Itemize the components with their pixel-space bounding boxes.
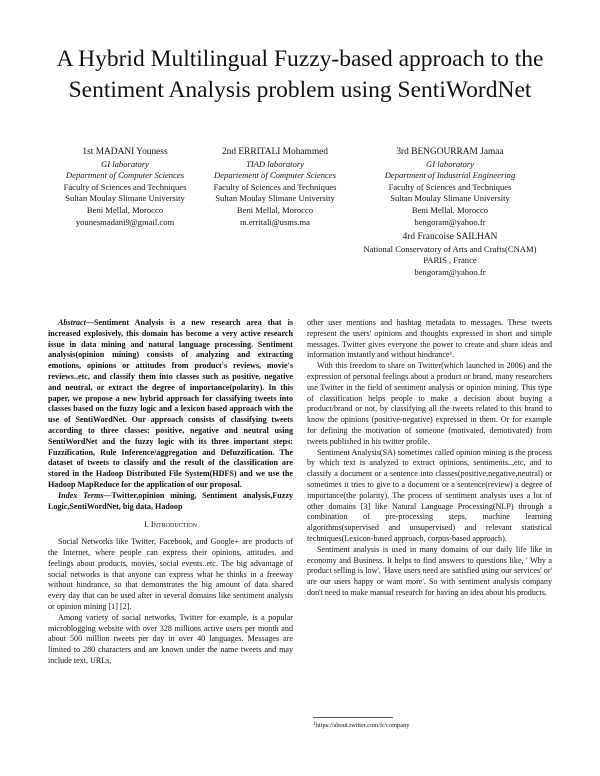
author-lab: GI laboratory: [426, 158, 474, 169]
index-terms-label: Index Terms: [58, 490, 104, 500]
index-terms: [48, 491, 293, 513]
paragraph: Sentiment analysis is used in many domains of our daily life like in economy and Business. It helps to find answers to questions like, ' Why a product selling is low', 'Have users need are satisfied using our services' or' are our users happy or want more'. So with sentiment analysis company don't need to make manual research for having an idea about his products.: [307, 544, 552, 597]
footnote-url: https://about.twitter.com/fr/company: [315, 722, 410, 729]
author-block-2: [200, 147, 350, 228]
author-lab: GI laboratory: [101, 158, 149, 169]
author-dept: Departement of Computer Sciences: [214, 170, 336, 181]
author-order: 3rd: [396, 147, 409, 157]
author-order: 2nd: [221, 147, 237, 157]
right-column: [307, 318, 552, 599]
footnote-mark: 1: [313, 721, 316, 727]
author-block-1: [50, 147, 200, 228]
author-email: younesmadani9@gmail.com: [75, 216, 175, 227]
author-order: 4rd: [402, 232, 416, 242]
author-email: bengoram@yahoo.fr: [414, 216, 486, 227]
author-city: Beni Mellal, Morocco: [86, 204, 164, 215]
footnote: [313, 722, 409, 729]
author-city: PARIS , France: [423, 255, 477, 266]
title-line-1: A Hybrid Multilingual Fuzzy-based approach to the: [56, 46, 544, 72]
abstract-text: —Sentiment Analysis is a new research area that is increased explosively, this domain has become a very active research issue in data mining and natural language processing. Sentiment analysis(opinion mining) consists of analyzing and extracting emotions, opinions or attitudes from product's reviews, movie's reviews..etc, and classify them into classes such as positive, negative and neutral, or extract the degree of importance(polarity). In this paper, we propose a new hybrid approach for classifying tweets into classes based on the fuzzy logic and a lexicon based approach with the use of SentiWordNet. Our approach consists of classifying tweets according to three classes: positive, negative and neutral using SentiWordNet and the fuzzy logic with its three important steps: Fuzzification, Rule Inference/aggregation and Defuzzification. The dataset of tweets to classify and the result of the classification are stored in the Hadoop Distributed File System(HDFS) and we use the Hadoop MapReduce for the application of our proposal.: [48, 318, 293, 489]
author-lab: TIAD laboratory: [245, 158, 304, 169]
abstract: [48, 318, 293, 491]
author-order: 1st: [82, 147, 94, 157]
paragraph: other user mentions and hashtag metadata to messages. These tweets represent the users' opinions and thoughts expressed in short and simple messages. Twitter gives everyone the power to create and share ideas and information instantly and without hindrance$^1$.: [307, 318, 552, 360]
author-city: Beni Mellal, Morocco: [236, 204, 314, 215]
paragraph: Sentiment Analysis(SA) sometimes called opinion mining is the process by which text is analyzed to extract opinions, sentiments..,etc, and to classify a document or a sentence into classes(positive,negative,neutral) or sometimes it tries to give to a document or a sentence(review) a degree of importance(the polarity). The process of sentiment analysis uses a lot of other domains [3] like Natural Language Processing(NLP) through a combination of pre-processing steps, machine learning algorithms(supervised and unsupervised) and relevant statistical techniques(Lexicon-based approach, corpus-based approach).: [307, 447, 552, 543]
author-city: Beni Mellal, Morocco: [411, 204, 489, 215]
author-university: Sultan Moulay Slimane University: [390, 193, 510, 204]
left-column: [48, 318, 293, 667]
author-email: bengoram@yahoo.fr: [414, 266, 486, 277]
index-terms-text: —Twitter,opinion mining, Sentiment analysis,Fuzzy Logic,SentiWordNet, big data, Hadoop: [48, 490, 294, 511]
author-faculty: Faculty of Sciences and Techniques: [388, 181, 512, 192]
author-name: 3rd BENGOURRAM Jamaa: [396, 147, 504, 157]
author-block-4: [350, 232, 550, 278]
paragraph: Among variety of social networks, Twitter for example, is a popular microblogging website with over 328 millions active users per month and about 500 million tweets per day in over 40 languages. Messages are limited to 280 characters and are known under the name tweets and may include text, URLs,: [48, 612, 293, 665]
author-dept: Department of Computer Sciences: [65, 170, 185, 181]
author-name: 1st MADANI Youness: [82, 147, 168, 157]
footnote-ref: 1: [449, 351, 453, 358]
author-block-3: [370, 147, 530, 228]
author-name: 2nd ERRITALI Mohammed: [221, 147, 328, 157]
paragraph: Social Networks like Twitter, Facebook, and Google+ are products of the Internet, where people can express their opinions, attitudes, and feelings about products, movies, social events..etc. The big advantage of social networks is that anyone can express what he thinks in a freeway without hindrance, so that demonstrates the big amount of data shared every day that can be used after in several domains like sentiment analysis or opinion mining [1] [2].: [48, 537, 293, 611]
footnote-rule: [313, 717, 393, 718]
author-name: 4rd Francoise SAILHAN: [402, 232, 498, 242]
title-line-2: Sentiment Analysis problem using SentiWordNet: [68, 77, 532, 103]
author-organization: National Conservatory of Arts and Crafts(CNAM): [363, 243, 537, 254]
paper-title: [20, 44, 580, 106]
author-faculty: Faculty of Sciences and Techniques: [213, 181, 337, 192]
abstract-label: Abstract: [58, 318, 86, 327]
author-dept: Department of Industrial Engineering: [384, 170, 516, 181]
paragraph: With this freedom to share on Twitter(which launched in 2006) and the expression of personal feelings about a product or brand, many researchers use Twitter in the field of sentiment analysis or opinion mining. This type of classification helps people to make a decision about buying a product/brand or not, by classifying all the tweets related to this brand to know the opinions (positive-negative) expressed in them. Or for example for defining the motivation of someone (motivated, demotivated) from tweets published in his twitter profile.: [307, 361, 552, 446]
section-heading: I. Introduction: [143, 520, 197, 530]
author-university: Sultan Moulay Slimane University: [65, 193, 185, 204]
author-email: m.erritali@usms.ma: [240, 216, 310, 227]
author-faculty: Faculty of Sciences and Techniques: [63, 181, 187, 192]
author-university: Sultan Moulay Slimane University: [215, 193, 335, 204]
